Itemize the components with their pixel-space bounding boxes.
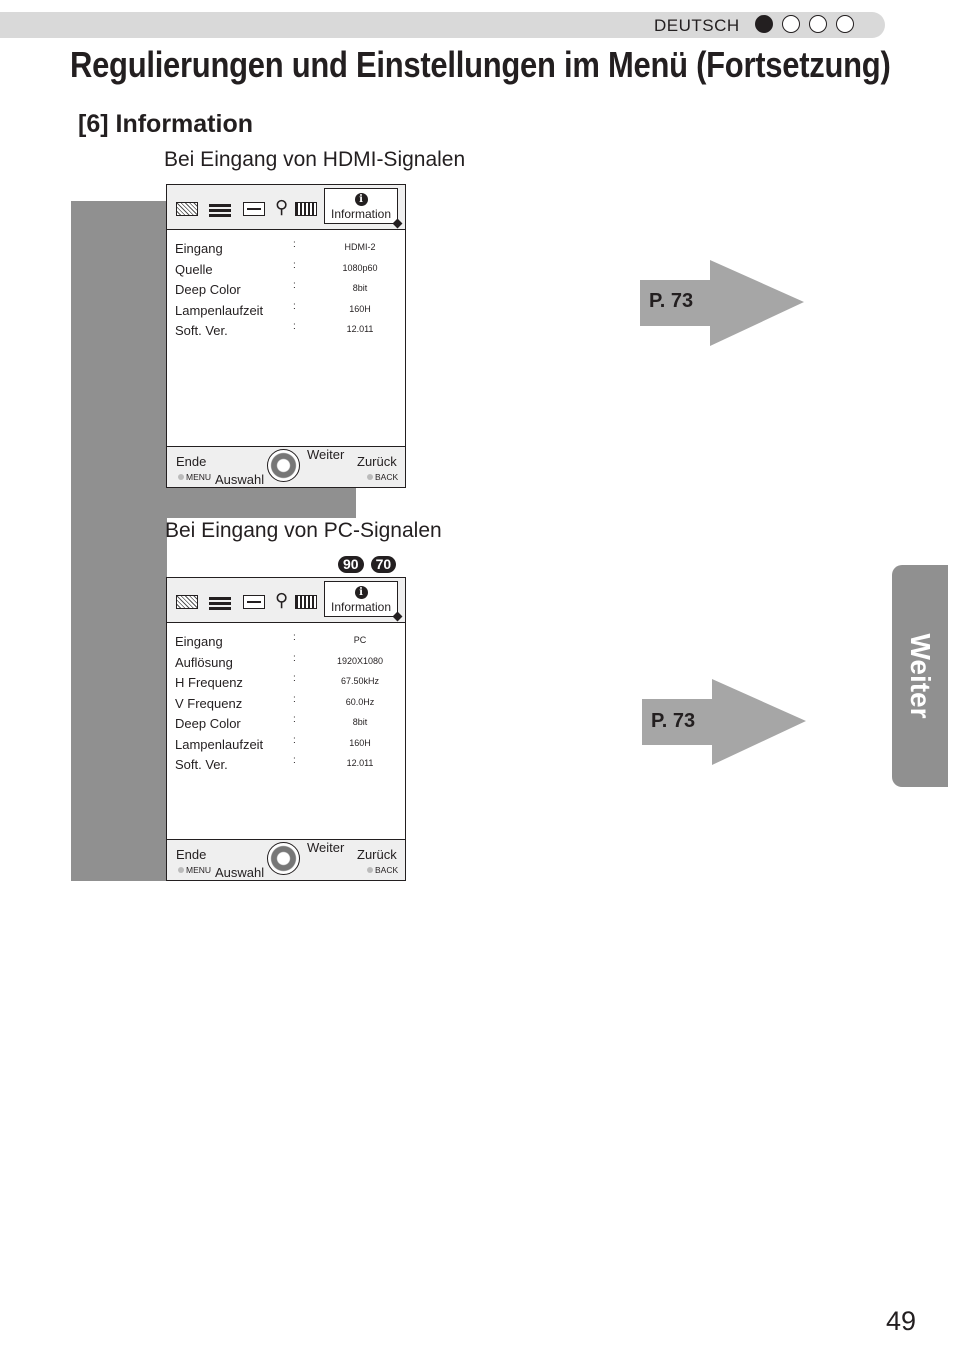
tab-corner-marker [393,612,403,622]
language-label: DEUTSCH [654,16,740,35]
background-panel-extension [166,488,356,518]
pc-info-screen [166,577,406,881]
model-badge: 70 [371,556,397,573]
reference-label-hdmi[interactable]: P. 73 [649,290,694,312]
footer-menu-label: MENU [186,865,212,875]
info-value: 1920X1080 [336,655,384,666]
back-dot-icon [367,474,373,480]
tab-information[interactable] [324,581,398,617]
menu-icon-bar [167,185,405,230]
menu-icon-bar [167,578,405,623]
menu-dot-icon [178,867,184,873]
info-value: 60.0Hz [345,696,375,707]
footer-zurueck: Zurück [357,847,397,862]
back-dot-icon [367,867,373,873]
info-key: Soft. Ver. [175,757,228,772]
dial-icon [267,842,300,875]
pc-caption: Bei Eingang von PC-Signalen [165,519,442,542]
tab-information-label: Information [330,207,392,221]
footer-back-key [367,472,398,482]
info-key: Eingang [175,241,223,256]
info-colon: : [293,239,296,250]
function-icon [295,202,317,216]
info-row [175,694,401,715]
footer-auswahl: Auswahl [215,865,265,880]
info-row [175,321,401,342]
info-key: Lampenlaufzeit [175,736,264,752]
info-row [175,714,401,735]
info-value: 12.011 [346,758,374,768]
footer-back-key [367,865,398,875]
info-value: 67.50kHz [340,676,380,686]
info-icon: i [355,193,368,206]
language-indicator [755,15,854,33]
hdmi-info-screen [166,184,406,488]
info-list [175,239,401,342]
language-dot [809,15,827,33]
model-badge: 90 [338,556,364,573]
info-colon: : [293,259,296,271]
picture-adjust-icon [176,202,198,216]
footer-weiter: Weiter [307,447,345,462]
footer-zurueck: Zurück [357,454,397,469]
info-row [175,673,401,694]
info-key: Quelle [175,261,213,277]
menu-footer [167,839,405,880]
info-row [175,632,401,653]
tab-corner-marker [393,219,403,229]
info-colon: : [293,693,296,705]
hdmi-caption: Bei Eingang von HDMI-Signalen [164,148,466,171]
info-colon: : [293,632,296,643]
info-row [175,653,401,674]
language-dot [836,15,854,33]
info-row [175,239,401,260]
info-colon: : [293,652,296,664]
footer-weiter: Weiter [307,840,345,855]
info-key: Deep Color [175,716,241,731]
info-colon: : [293,300,296,312]
info-colon: : [293,280,296,291]
page-title: Regulierungen und Einstellungen im Menü (Fortsetzung) [70,44,891,85]
display-setup-icon [243,202,265,216]
footer-menu-key [178,865,211,875]
footer-back-label: BACK [375,865,399,875]
display-setup-icon [243,595,265,609]
reference-label-pc[interactable]: P. 73 [651,710,696,732]
info-value: 8bit [352,283,368,293]
info-row [175,280,401,301]
info-key: Deep Color [175,282,241,297]
footer-menu-label: MENU [186,472,212,482]
page-number: 49 [886,1306,917,1336]
info-value: HDMI-2 [344,242,376,252]
header-bar [0,12,885,38]
info-colon: : [293,755,296,766]
info-value: PC [353,635,367,645]
picture-adjust-icon [176,595,198,609]
function-icon [295,595,317,609]
wrench-icon: ⚲ [275,590,289,610]
info-colon: : [293,714,296,725]
info-colon: : [293,673,296,684]
footer-menu-key [178,472,211,482]
menu-dot-icon [178,474,184,480]
chapter-side-tab-label: Weiter [905,633,936,719]
footer-auswahl: Auswahl [215,472,265,487]
info-colon: : [293,734,296,746]
info-key: H Frequenz [175,675,243,690]
info-value: 8bit [352,717,368,727]
footer-back-label: BACK [375,472,399,482]
info-row [175,755,401,776]
info-list [175,632,401,776]
info-value: 160H [349,303,371,314]
info-icon: i [355,586,368,599]
settings-list-icon [209,202,231,216]
info-value: 160H [349,737,371,748]
info-row [175,735,401,756]
tab-information-label: Information [330,600,392,614]
footer-ende: Ende [176,847,207,862]
menu-footer [167,446,405,487]
info-row [175,260,401,281]
footer-ende: Ende [176,454,207,469]
dial-icon [267,449,300,482]
info-colon: : [293,321,296,332]
model-badges [338,556,396,573]
info-value: 12.011 [346,324,374,334]
language-dot [782,15,800,33]
info-key: Eingang [175,634,223,649]
background-panel [71,201,167,881]
info-key: Auflösung [175,654,233,670]
section-title: [6] Information [78,110,253,138]
settings-list-icon [209,595,231,609]
info-value: 1080p60 [342,262,378,273]
info-key: Soft. Ver. [175,323,228,338]
info-key: Lampenlaufzeit [175,302,264,318]
info-key: V Frequenz [175,695,243,711]
tab-information[interactable] [324,188,398,224]
language-dot-active [755,15,773,33]
wrench-icon: ⚲ [275,197,289,217]
info-row [175,301,401,322]
